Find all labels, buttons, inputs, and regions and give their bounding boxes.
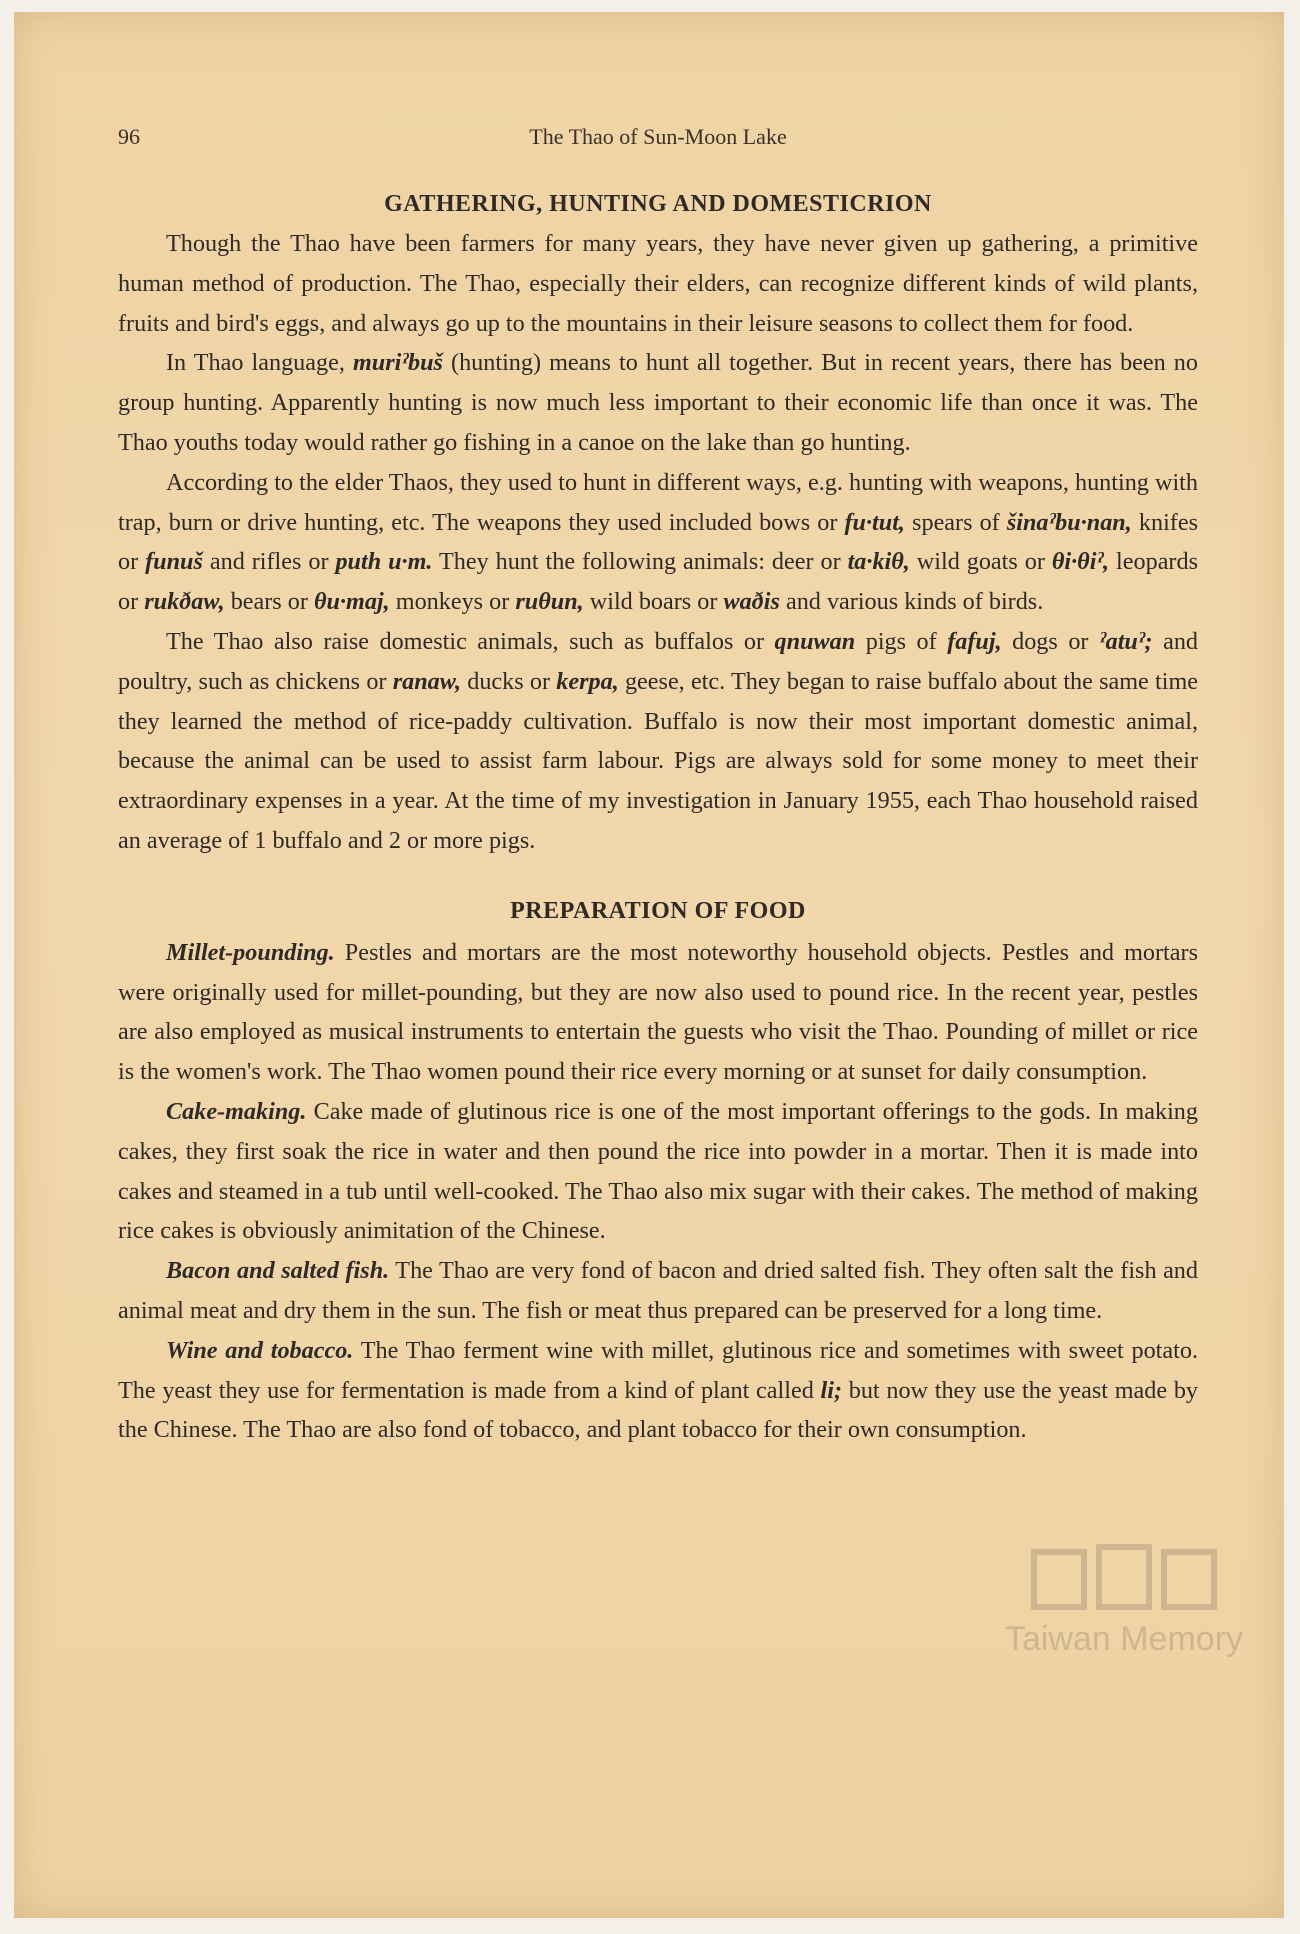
paragraph-bacon-fish (118, 1251, 1198, 1331)
page-number: 96 (118, 124, 140, 149)
native-term: ta·kiθ, (847, 548, 910, 576)
native-term: ˀatuˀ; (1098, 627, 1153, 655)
paragraph-cake-making (118, 1092, 1198, 1251)
native-term: waðis (723, 588, 780, 616)
text-run: The Thao also raise domestic animals, such as buffalos or (166, 627, 775, 655)
text-run: wild goats or (909, 548, 1052, 576)
native-term: šinaˀbu·nan, (1006, 508, 1132, 536)
text-run: dogs or (1001, 627, 1099, 655)
text-run: spears of (904, 508, 1007, 536)
text-run: bears or (224, 588, 314, 616)
text-run: but now they use the yeast made by the Chinese. The Thao are also fond of tobacco, and plant tobacco for their own consumption. (118, 1376, 1199, 1444)
text-run: wild boars or (583, 588, 724, 616)
text-run: and poultry, such as chickens or (118, 627, 1199, 695)
text-run: They hunt the following animals: deer or (432, 548, 848, 576)
native-term: puth u·m. (335, 548, 433, 576)
native-term: rukðaw, (144, 588, 225, 616)
native-term: muriˀbuš (352, 349, 443, 377)
text-run: geese, etc. They began to raise buffalo about the same time they learned the method of rice-paddy cultivation. Buffalo is now their most important domestic animal, because the animal can be used to assist farm labour. Pigs are always sold for some money to meet their extraordinary expenses in a year. At the time of my investigation in January 1955, each Thao household raised an average of 1 buffalo and 2 or more pigs. (118, 667, 1198, 854)
text-run: Pestles and mortars are the most noteworthy household objects. Pestles and mortars were originally used for millet-pounding, but they are now also used to pound rice. In the recent year, pestles are also employed as musical instruments to entertain the guests who visit the Thao. Pounding of millet or rice is the women's work. The Thao women pound their rice every morning or at sunset for daily consumption. (118, 938, 1198, 1086)
native-term: ranaw, (392, 667, 462, 695)
native-term: fu·tut, (844, 508, 905, 536)
text-run: and rifles or (202, 548, 336, 576)
native-term: kerpa, (556, 667, 619, 695)
text-run: The Thao ferment wine with millet, glutinous rice and sometimes with sweet potato. The yeast they use for fermentation is made from a kind of plant called (118, 1336, 1198, 1404)
native-term: funuš (145, 548, 203, 576)
paragraph-lead: Cake-making. (166, 1097, 307, 1125)
text-run: leopards or (118, 548, 1198, 616)
watermark-text: Taiwan Memory (1004, 1620, 1244, 1658)
paragraph-wine-tobacco (118, 1331, 1198, 1450)
text-run: Cake made of glutinous rice is one of the most important offerings to the gods. In making cakes, they first soak the rice in water and then pound the rice into powder in a mortar. Then it is made into cakes and steamed in a tub until well-cooked. The Thao also mix sugar with their cakes. The method of making rice cakes is obviously animitation of the Chinese. (118, 1097, 1198, 1245)
native-term: li; (820, 1376, 843, 1404)
page-header (118, 124, 1198, 154)
text-run: The Thao are very fond of bacon and dried salted fish. They often salt the fish and animal meat and dry them in the sun. The fish or meat thus prepared can be preserved for a long time. (118, 1257, 1198, 1324)
text-run: In Thao language, (166, 349, 353, 377)
paragraph-hunting-methods (118, 463, 1198, 622)
paragraph-millet-pounding (118, 933, 1198, 1092)
section-heading-food: PREPARATION OF FOOD (510, 897, 806, 924)
page-content (118, 184, 1198, 1450)
native-term: ruθun, (515, 588, 584, 616)
text-run: and various kinds of birds. (779, 588, 1044, 616)
paragraph-gathering: Though the Thao have been farmers for many years, they have never given up gathering, a primitive human method of production. The Thao, especially their elders, can recognize different kinds of wild plants, fruits and bird's eggs, and always go up to the mountains in their leisure seasons to collect them for food. (118, 230, 1198, 337)
watermark (1004, 1542, 1244, 1742)
document-page (14, 12, 1284, 1918)
native-term: θu·maj, (313, 588, 390, 616)
section-heading-gathering: GATHERING, HUNTING AND DOMESTICRION (384, 191, 932, 217)
native-term: θi·θiˀ, (1051, 548, 1110, 576)
running-title: The Thao of Sun-Moon Lake (529, 124, 787, 149)
paragraph-lead: Bacon and salted fish. (166, 1257, 390, 1285)
paragraph-hunting-language (118, 343, 1198, 462)
watermark-logo-icon (1024, 1542, 1224, 1622)
text-run: According to the elder Thaos, they used to hunt in different ways, e.g. hunting with weapons, hunting with trap, burn or drive hunting, etc. The weapons they used included bows or (118, 468, 1198, 536)
paragraph-lead: Wine and tobacco. (166, 1336, 354, 1364)
native-term: qnuwan (774, 627, 856, 655)
paragraph-domestic-animals (118, 622, 1198, 861)
text-run: knifes or (118, 508, 1198, 576)
paragraph-lead: Millet-pounding. (166, 938, 335, 966)
text-run: monkeys or (389, 588, 516, 616)
text-run: (hunting) means to hunt all together. But in recent years, there has been no group hunting. Apparently hunting is now much less important to their economic life than once it was. The Thao youths today would rather go fishing in a canoe on the lake than go hunting. (118, 349, 1198, 456)
text-run: pigs of (855, 627, 948, 655)
text-run: ducks or (461, 667, 557, 695)
native-term: fafuj, (947, 627, 1002, 655)
